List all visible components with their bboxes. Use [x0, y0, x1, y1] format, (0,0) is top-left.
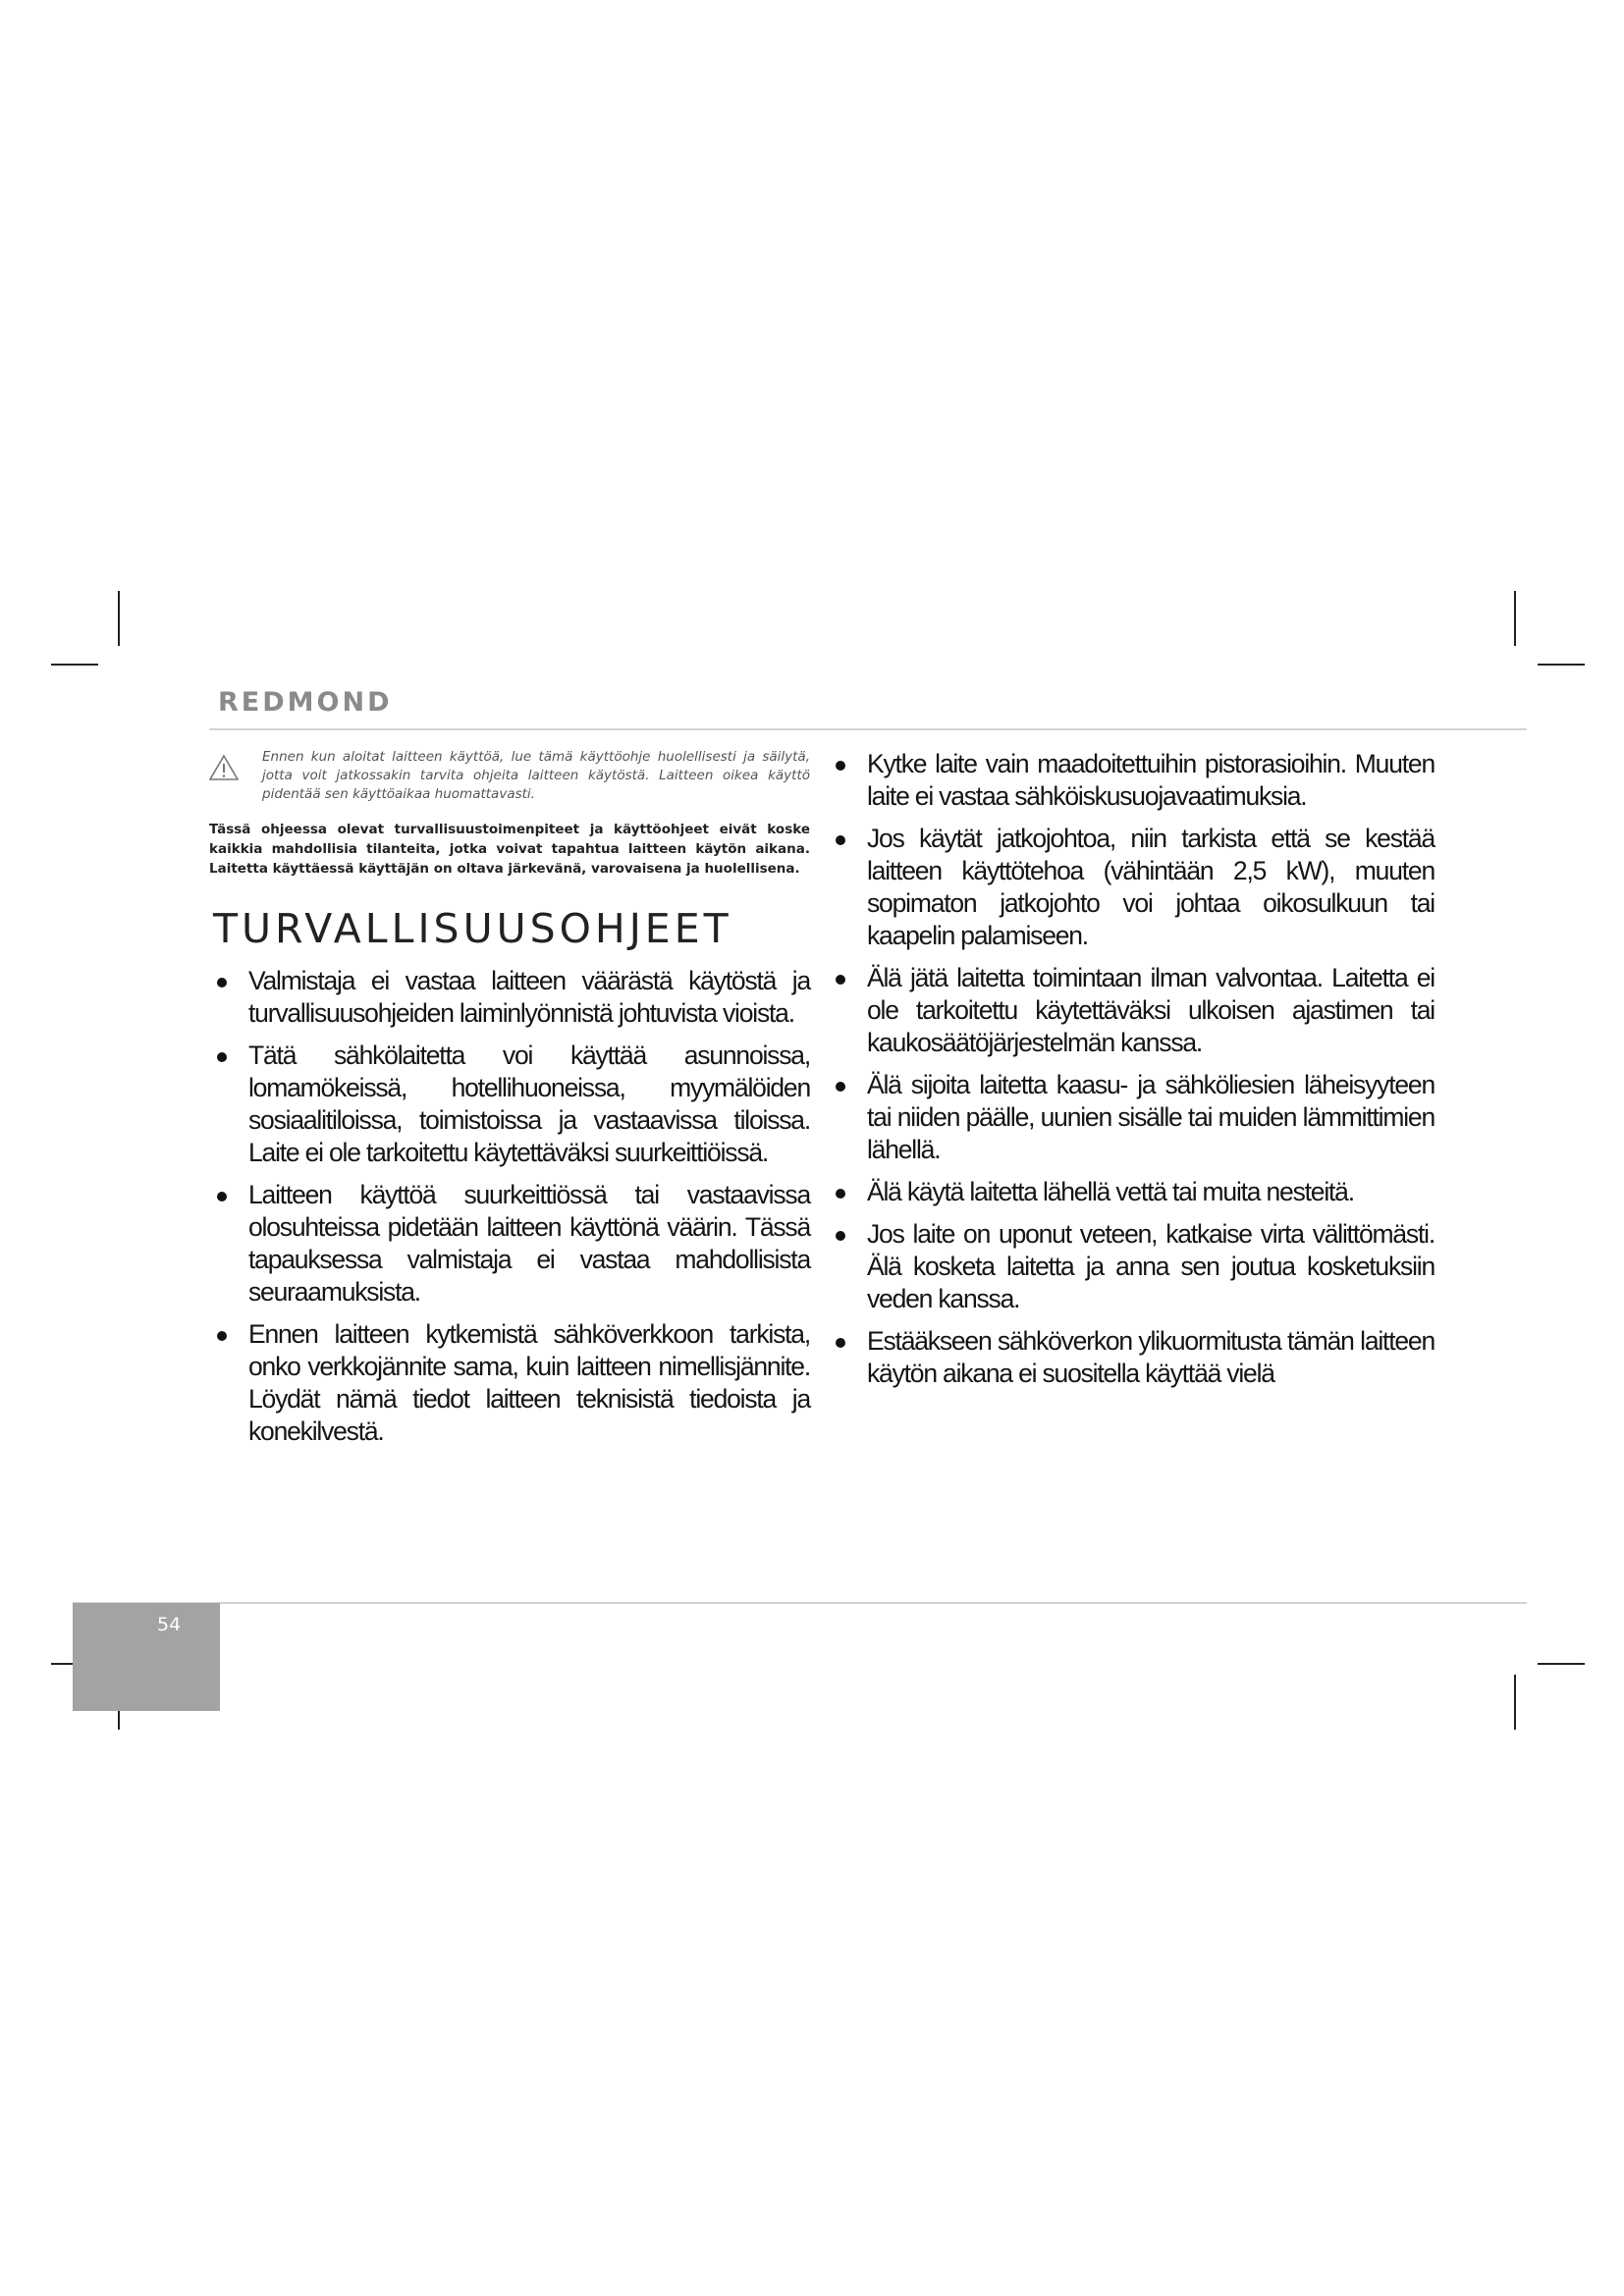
crop-mark [1538, 664, 1585, 666]
list-item: Tätä sähkölaitetta voi käyttää asunnoissa, lomamökeissä, hotellihuoneissa, myymälöiden sosiaalitiloissa, toimistoissa ja vastaavissa tiloissa. Laite ei ole tarkoitettu käytettäväksi suurkeittiöissä. [209, 1040, 810, 1169]
footer-rule [73, 1602, 1527, 1604]
bullet-icon [217, 1331, 227, 1341]
list-item: Estääkseen sähköverkon ylikuormitusta tämän laitteen käytön aikana ei suositella käyttää vielä [828, 1325, 1435, 1390]
brand-logo: REDMOND [218, 687, 393, 718]
bullet-icon [217, 978, 227, 988]
page-title: TURVALLISUUSOHJEET [213, 905, 732, 952]
warning-note [209, 748, 810, 804]
bullet-icon [836, 975, 845, 985]
list-item: Ennen laitteen kytkemistä sähköverkkoon tarkista, onko verkkojännite sama, kuin laitteen nimellisjännite. Löydät nämä tiedot laitteen teknisistä tiedoista ja konekilvestä. [209, 1318, 810, 1448]
left-column [209, 748, 810, 1458]
bullet-icon [836, 1189, 845, 1199]
list-item: Älä jätä laitetta toimintaan ilman valvontaa. Laitetta ei ole tarkoitettu käytettäväksi ulkoisen ajastimen tai kaukosäätöjärjestelmän kanssa. [828, 962, 1435, 1059]
list-item: Jos käytät jatkojohtoa, niin tarkista että se kestää laitteen käyttötehoa (vähintään 2,5 kW), muuten sopimaton jatkojohto voi johtaa oikosulkuun tai kaapelin palamiseen. [828, 823, 1435, 952]
bullet-icon [836, 835, 845, 845]
list-item: Älä sijoita laitetta kaasu- ja sähköliesien läheisyyteen tai niiden päälle, uunien sisälle tai muiden lämmittimien lähellä. [828, 1069, 1435, 1166]
crop-mark [51, 664, 98, 666]
list-item: Älä käytä laitetta lähellä vettä tai muita nesteitä. [828, 1176, 1435, 1208]
page-number-box [73, 1603, 220, 1711]
header-rule [209, 728, 1527, 730]
list-item: Kytke laite vain maadoitettuihin pistorasioihin. Muuten laite ei vastaa sähköiskusuojavaatimuksia. [828, 748, 1435, 813]
warning-triangle-icon [209, 754, 239, 781]
intro-text: Tässä ohjeessa olevat turvallisuustoimenpiteet ja käyttöohjeet eivät koske kaikkia mahdollisia tilanteita, jotka voivat tapahtua laitteen käytön aikana. Laitetta käyttäessä käyttäjän on oltava järkevänä, varovaisena ja huolellisena. [209, 822, 810, 877]
list-item: Jos laite on uponut veteen, katkaise virta välittömästi. Älä kosketa laitetta ja anna sen joutua kosketuksiin veden kanssa. [828, 1218, 1435, 1315]
crop-mark [1514, 591, 1516, 646]
safety-list-right [828, 748, 1435, 1390]
bullet-icon [836, 1338, 845, 1348]
list-item: Valmistaja ei vastaa laitteen väärästä käytöstä ja turvallisuusohjeiden laiminlyönnistä johtuvista vioista. [209, 965, 810, 1030]
bullet-icon [217, 1052, 227, 1062]
crop-mark [1514, 1675, 1516, 1730]
page-number: 54 [157, 1614, 182, 1635]
right-column [828, 748, 1435, 1400]
crop-mark [118, 591, 120, 646]
warning-text: Ennen kun aloitat laitteen käyttöä, lue tämä käyttöohje huolellisesti ja säilytä, jotta voit jatkossakin tarvita ohjeita laitteen käytöstä. Laitteen oikea käyttö pidentää sen käyttöaikaa huomattavasti. [262, 749, 810, 802]
crop-mark [1538, 1663, 1585, 1665]
bullet-icon [836, 761, 845, 771]
bullet-icon [217, 1192, 227, 1201]
safety-list-left [209, 965, 810, 1448]
bullet-icon [836, 1231, 845, 1241]
bullet-icon [836, 1082, 845, 1092]
list-item: Laitteen käyttöä suurkeittiössä tai vastaavissa olosuhteissa pidetään laitteen käyttönä väärin. Tässä tapauksessa valmistaja ei vastaa mahdollisista seuraamuksista. [209, 1179, 810, 1308]
